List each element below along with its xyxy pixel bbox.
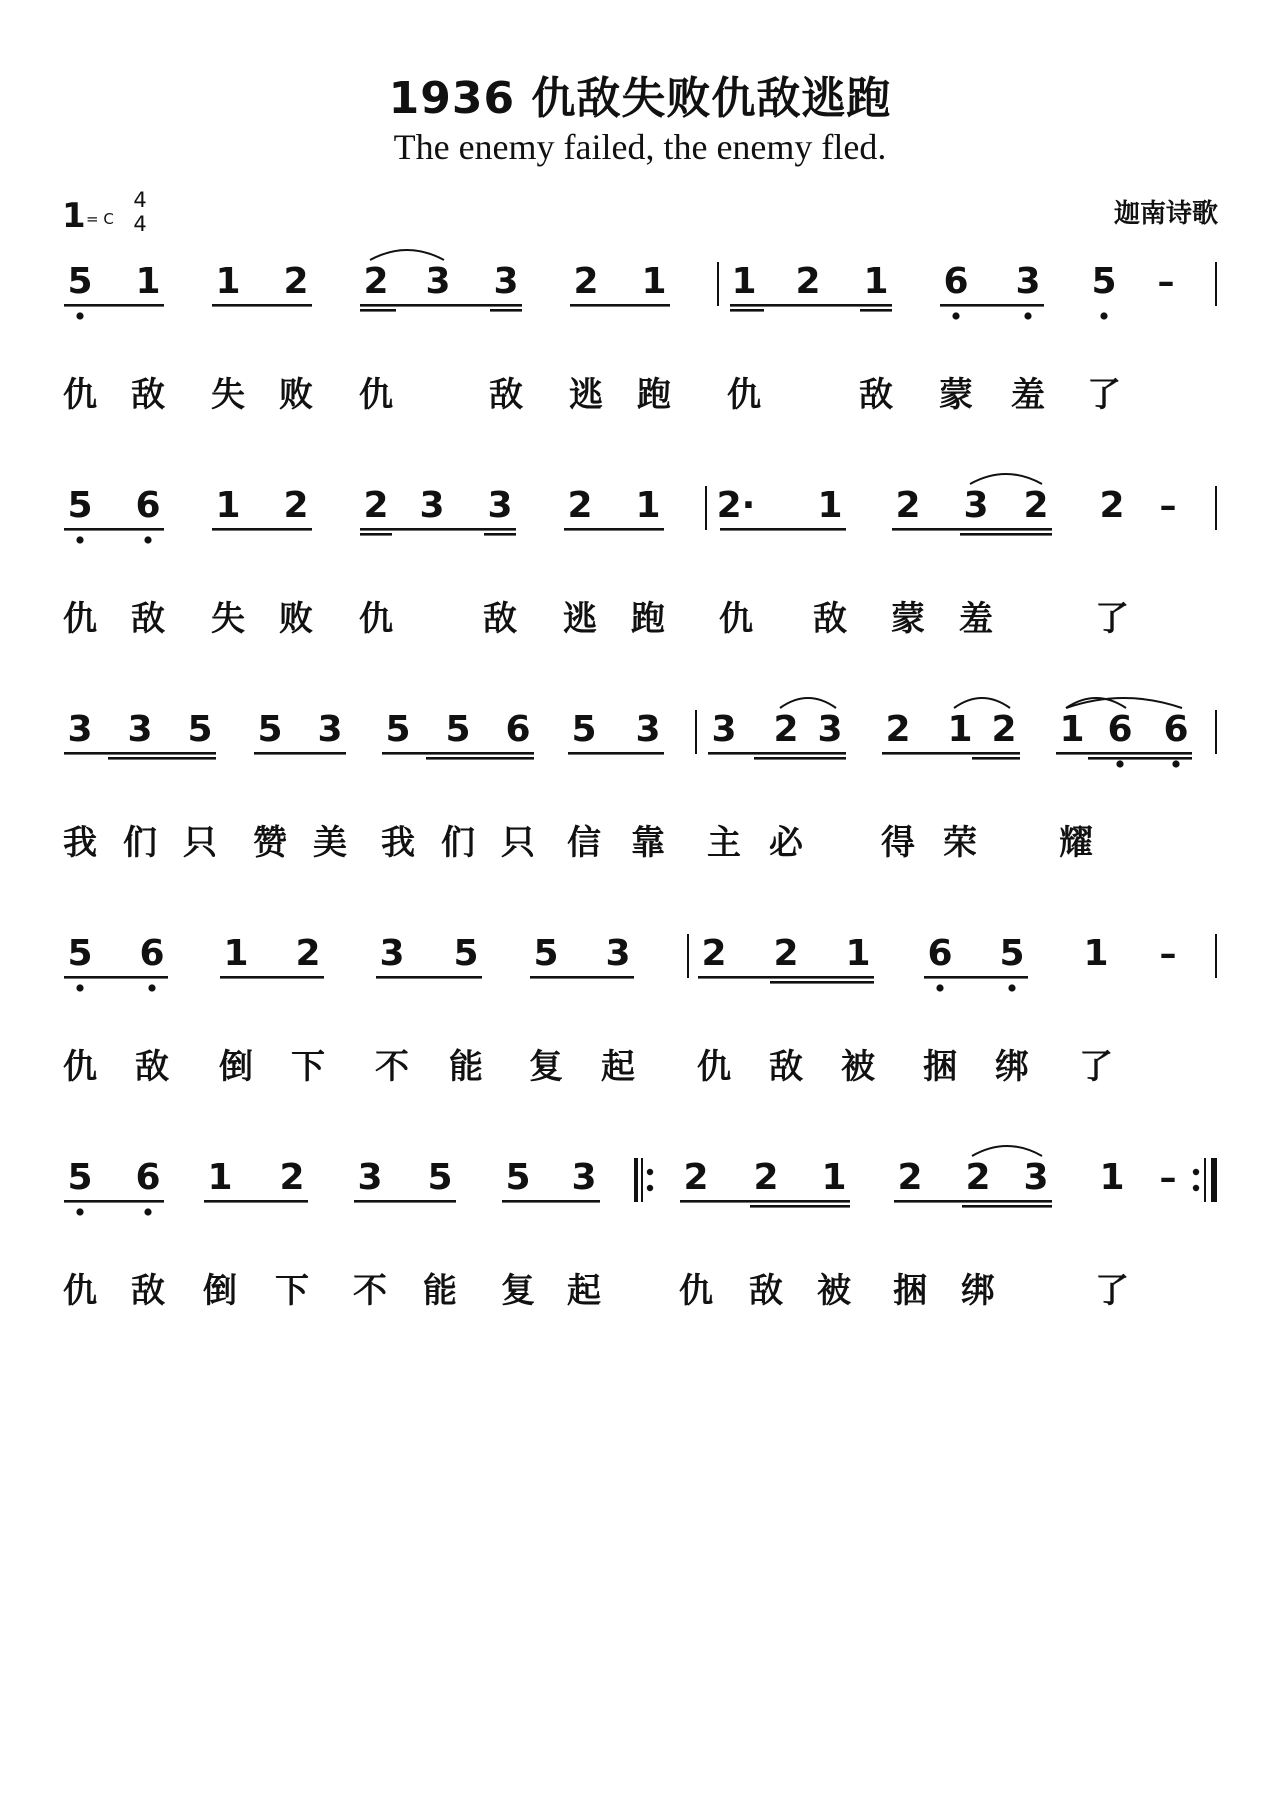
note: 2 bbox=[363, 261, 389, 302]
note: 6 bbox=[139, 933, 165, 974]
note: 1 bbox=[845, 933, 871, 974]
low-octave-dot bbox=[1100, 312, 1107, 319]
note: 3 bbox=[127, 709, 153, 750]
lyric-char: 敌 bbox=[131, 375, 165, 415]
sixteenth-underline bbox=[770, 981, 874, 984]
lyric-char: 了 bbox=[1095, 599, 1129, 639]
note: 2 bbox=[279, 1157, 305, 1198]
note: 5 bbox=[427, 1157, 453, 1198]
eighth-underline bbox=[680, 1200, 850, 1203]
note: 1 bbox=[817, 485, 843, 526]
note: 2 bbox=[683, 1157, 709, 1198]
note: 2 bbox=[753, 1157, 779, 1198]
eighth-underline bbox=[502, 1200, 600, 1203]
lyric-char: 捆 bbox=[893, 1271, 927, 1311]
note: 6 bbox=[1163, 709, 1189, 750]
lyric-char: 仇 bbox=[719, 599, 753, 639]
note: 5 bbox=[1091, 261, 1117, 302]
bar-line bbox=[1215, 710, 1217, 754]
bar-line bbox=[1215, 934, 1217, 978]
sixteenth-underline bbox=[360, 533, 392, 536]
eighth-underline bbox=[354, 1200, 456, 1203]
note: 5 bbox=[67, 485, 93, 526]
lyric-char: 耀 bbox=[1059, 823, 1093, 863]
eighth-underline bbox=[212, 304, 312, 307]
note: 1 bbox=[223, 933, 249, 974]
note: 2 bbox=[795, 261, 821, 302]
note: 1 bbox=[731, 261, 757, 302]
eighth-underline bbox=[882, 752, 1020, 755]
slur bbox=[954, 698, 1010, 708]
meter-top: 4 bbox=[133, 188, 147, 212]
lyric-char: 捆 bbox=[923, 1047, 957, 1087]
lyric-char: 倒 bbox=[203, 1271, 237, 1311]
repeat-dot bbox=[647, 1169, 653, 1175]
bar-line bbox=[1215, 486, 1217, 530]
sixteenth-underline bbox=[484, 533, 516, 536]
note: 2 bbox=[991, 709, 1017, 750]
lyric-char: 仇 bbox=[63, 1271, 97, 1311]
lyric-char: 被 bbox=[817, 1271, 851, 1311]
eighth-underline bbox=[892, 528, 1052, 531]
key-name: C bbox=[103, 210, 114, 228]
note: 1 bbox=[641, 261, 667, 302]
note: 1 bbox=[215, 485, 241, 526]
bar-line bbox=[1215, 262, 1217, 306]
note: 5 bbox=[453, 933, 479, 974]
low-octave-dot bbox=[1024, 312, 1031, 319]
lyric-char: 羞 bbox=[959, 599, 993, 639]
eighth-underline bbox=[254, 752, 346, 755]
note: 2· bbox=[716, 485, 756, 526]
lyric-char: 敌 bbox=[769, 1047, 803, 1087]
note: 2 bbox=[885, 709, 911, 750]
eighth-underline bbox=[64, 752, 216, 755]
lyric-char: 失 bbox=[211, 599, 245, 639]
lyric-char: 仇 bbox=[63, 375, 97, 415]
note: 3 bbox=[711, 709, 737, 750]
lyric-char: 敌 bbox=[813, 599, 847, 639]
sixteenth-underline bbox=[972, 757, 1020, 760]
bar-line bbox=[687, 934, 689, 978]
note: 2 bbox=[573, 261, 599, 302]
lyric-char: 羞 bbox=[1011, 375, 1045, 415]
note: 6 bbox=[505, 709, 531, 750]
note: 6 bbox=[1107, 709, 1133, 750]
lyric-char: 下 bbox=[275, 1271, 309, 1311]
note: 1 bbox=[947, 709, 973, 750]
bar-line bbox=[717, 262, 719, 306]
repeat-dot bbox=[1193, 1185, 1199, 1191]
lyric-char: 得 bbox=[881, 823, 915, 863]
bar-line bbox=[1215, 1158, 1217, 1202]
note: 3 bbox=[357, 1157, 383, 1198]
note: 1 bbox=[635, 485, 661, 526]
eighth-underline bbox=[708, 752, 846, 755]
note: 3 bbox=[1015, 261, 1041, 302]
low-octave-dot bbox=[76, 312, 83, 319]
note: 1 bbox=[863, 261, 889, 302]
sustain-dash: – bbox=[1159, 934, 1177, 974]
lyric-char: 逃 bbox=[569, 375, 603, 415]
eighth-underline bbox=[720, 528, 846, 531]
lyric-char: 敌 bbox=[483, 599, 517, 639]
lyric-char: 敌 bbox=[859, 375, 893, 415]
lyric-char: 跑 bbox=[637, 375, 671, 415]
lyric-char: 敌 bbox=[489, 375, 523, 415]
lyric-char: 绑 bbox=[961, 1271, 995, 1311]
sustain-dash: – bbox=[1159, 486, 1177, 526]
note: 2 bbox=[295, 933, 321, 974]
sixteenth-underline bbox=[730, 309, 764, 312]
eighth-underline bbox=[376, 976, 482, 979]
eighth-underline bbox=[568, 752, 664, 755]
eighth-underline bbox=[204, 1200, 308, 1203]
lyric-char: 了 bbox=[1095, 1271, 1129, 1311]
lyric-char: 仇 bbox=[697, 1047, 731, 1087]
lyric-char: 赞 bbox=[253, 823, 287, 863]
lyric-char: 只 bbox=[501, 823, 535, 863]
note: 2 bbox=[895, 485, 921, 526]
note: 2 bbox=[897, 1157, 923, 1198]
lyric-char: 败 bbox=[279, 599, 313, 639]
sustain-dash: – bbox=[1159, 1158, 1177, 1198]
lyric-char: 能 bbox=[449, 1047, 483, 1087]
note: 2 bbox=[363, 485, 389, 526]
repeat-start-thick-bar bbox=[634, 1158, 638, 1202]
repeat-dot bbox=[1193, 1169, 1199, 1175]
lyric-char: 能 bbox=[423, 1271, 457, 1311]
bar-line bbox=[705, 486, 707, 530]
lyric-char: 下 bbox=[291, 1047, 325, 1087]
eighth-underline bbox=[220, 976, 324, 979]
eighth-underline bbox=[894, 1200, 1052, 1203]
sixteenth-underline bbox=[962, 1205, 1052, 1208]
lyric-char: 主 bbox=[707, 823, 741, 863]
note: 5 bbox=[257, 709, 283, 750]
song-subtitle: The enemy failed, the enemy fled. bbox=[393, 127, 887, 167]
note: 3 bbox=[635, 709, 661, 750]
note: 2 bbox=[773, 709, 799, 750]
note: 1 bbox=[215, 261, 241, 302]
eighth-underline bbox=[382, 752, 534, 755]
note: 3 bbox=[817, 709, 843, 750]
lyric-char: 蒙 bbox=[891, 599, 925, 639]
note: 1 bbox=[1099, 1157, 1125, 1198]
eighth-underline bbox=[564, 528, 664, 531]
note: 5 bbox=[67, 1157, 93, 1198]
sustain-dash: – bbox=[1157, 262, 1175, 302]
eighth-underline bbox=[730, 304, 892, 307]
song-author: 迦南诗歌 bbox=[1113, 199, 1218, 229]
key-tonic: 1 bbox=[62, 196, 86, 236]
sixteenth-underline bbox=[490, 309, 522, 312]
lyric-char: 逃 bbox=[563, 599, 597, 639]
lyric-char: 复 bbox=[501, 1271, 535, 1311]
lyric-char: 美 bbox=[313, 823, 347, 863]
note: 5 bbox=[533, 933, 559, 974]
note: 5 bbox=[67, 261, 93, 302]
low-octave-dot bbox=[952, 312, 959, 319]
low-octave-dot bbox=[144, 536, 151, 543]
note: 5 bbox=[999, 933, 1025, 974]
note: 3 bbox=[487, 485, 513, 526]
low-octave-dot bbox=[76, 536, 83, 543]
lyric-char: 们 bbox=[123, 823, 157, 863]
note: 3 bbox=[963, 485, 989, 526]
note: 2 bbox=[965, 1157, 991, 1198]
eighth-underline bbox=[570, 304, 670, 307]
eighth-underline bbox=[212, 528, 312, 531]
note: 3 bbox=[317, 709, 343, 750]
note: 1 bbox=[1059, 709, 1085, 750]
sixteenth-underline bbox=[108, 757, 216, 760]
slur bbox=[970, 474, 1042, 484]
lyric-char: 信 bbox=[567, 823, 601, 863]
lyric-char: 必 bbox=[769, 823, 803, 863]
lyric-char: 我 bbox=[381, 823, 415, 863]
note: 2 bbox=[567, 485, 593, 526]
lyric-char: 倒 bbox=[219, 1047, 253, 1087]
song-title: 1936 仇敌失败仇敌逃跑 bbox=[388, 73, 892, 124]
note: 1 bbox=[207, 1157, 233, 1198]
eighth-underline bbox=[360, 304, 522, 307]
slur bbox=[370, 250, 444, 260]
note: 3 bbox=[493, 261, 519, 302]
eighth-underline bbox=[64, 1200, 164, 1203]
lyric-char: 跑 bbox=[631, 599, 665, 639]
repeat-start-thin-bar bbox=[641, 1158, 643, 1202]
note: 6 bbox=[135, 485, 161, 526]
note: 2 bbox=[1099, 485, 1125, 526]
lyric-char: 了 bbox=[1079, 1047, 1113, 1087]
note: 5 bbox=[571, 709, 597, 750]
note: 2 bbox=[1023, 485, 1049, 526]
lyric-char: 仇 bbox=[727, 375, 761, 415]
lyric-char: 仇 bbox=[63, 1047, 97, 1087]
sixteenth-underline bbox=[360, 309, 396, 312]
sixteenth-underline bbox=[960, 533, 1052, 536]
repeat-end-thin-bar bbox=[1204, 1158, 1206, 1202]
note: 3 bbox=[379, 933, 405, 974]
note: 1 bbox=[1083, 933, 1109, 974]
note: 1 bbox=[135, 261, 161, 302]
lyric-char: 荣 bbox=[943, 823, 977, 863]
note: 3 bbox=[571, 1157, 597, 1198]
key-equals: = C bbox=[86, 210, 114, 228]
meter-bottom: 4 bbox=[133, 212, 147, 236]
note: 2 bbox=[283, 485, 309, 526]
lyric-char: 蒙 bbox=[939, 375, 973, 415]
note: 2 bbox=[701, 933, 727, 974]
sixteenth-underline bbox=[426, 757, 534, 760]
note: 5 bbox=[505, 1157, 531, 1198]
repeat-end-thick-bar bbox=[1211, 1158, 1215, 1202]
note: 3 bbox=[1023, 1157, 1049, 1198]
lyric-char: 只 bbox=[183, 823, 217, 863]
sixteenth-underline bbox=[754, 757, 846, 760]
eighth-underline bbox=[1056, 752, 1192, 755]
low-octave-dot bbox=[1008, 984, 1015, 991]
note: 5 bbox=[187, 709, 213, 750]
note: 2 bbox=[773, 933, 799, 974]
lyric-char: 敌 bbox=[131, 599, 165, 639]
note: 2 bbox=[283, 261, 309, 302]
sixteenth-underline bbox=[860, 309, 892, 312]
eighth-underline bbox=[940, 304, 1044, 307]
note: 3 bbox=[419, 485, 445, 526]
lyric-char: 们 bbox=[441, 823, 475, 863]
repeat-dot bbox=[647, 1185, 653, 1191]
note: 3 bbox=[67, 709, 93, 750]
slur bbox=[780, 698, 836, 708]
lyric-char: 败 bbox=[279, 375, 313, 415]
sixteenth-underline bbox=[1088, 757, 1192, 760]
lyric-char: 不 bbox=[375, 1047, 409, 1087]
eighth-underline bbox=[64, 528, 164, 531]
eighth-underline bbox=[64, 976, 168, 979]
note: 5 bbox=[67, 933, 93, 974]
note: 6 bbox=[943, 261, 969, 302]
lyric-char: 敌 bbox=[131, 1271, 165, 1311]
lyric-char: 仇 bbox=[359, 599, 393, 639]
lyric-char: 我 bbox=[63, 823, 97, 863]
note: 5 bbox=[385, 709, 411, 750]
lyric-char: 绑 bbox=[995, 1047, 1029, 1087]
eighth-underline bbox=[698, 976, 874, 979]
eighth-underline bbox=[64, 304, 164, 307]
lyric-char: 不 bbox=[353, 1271, 387, 1311]
lyric-char: 了 bbox=[1087, 375, 1121, 415]
lyric-char: 靠 bbox=[631, 823, 665, 863]
low-octave-dot bbox=[144, 1208, 151, 1215]
lyric-char: 复 bbox=[529, 1047, 563, 1087]
lyric-char: 被 bbox=[841, 1047, 875, 1087]
note: 6 bbox=[927, 933, 953, 974]
lyric-char: 敌 bbox=[135, 1047, 169, 1087]
note: 3 bbox=[605, 933, 631, 974]
lyric-char: 仇 bbox=[679, 1271, 713, 1311]
low-octave-dot bbox=[1116, 760, 1123, 767]
note: 3 bbox=[425, 261, 451, 302]
lyric-char: 起 bbox=[567, 1271, 601, 1311]
slur bbox=[972, 1146, 1042, 1156]
note: 5 bbox=[445, 709, 471, 750]
lyric-char: 仇 bbox=[63, 599, 97, 639]
eighth-underline bbox=[530, 976, 634, 979]
low-octave-dot bbox=[1172, 760, 1179, 767]
sixteenth-underline bbox=[750, 1205, 850, 1208]
note: 1 bbox=[821, 1157, 847, 1198]
lyric-char: 仇 bbox=[359, 375, 393, 415]
low-octave-dot bbox=[936, 984, 943, 991]
lyric-char: 敌 bbox=[749, 1271, 783, 1311]
low-octave-dot bbox=[76, 984, 83, 991]
bar-line bbox=[695, 710, 697, 754]
lyric-char: 失 bbox=[211, 375, 245, 415]
lyric-char: 起 bbox=[601, 1047, 635, 1087]
eighth-underline bbox=[360, 528, 516, 531]
eighth-underline bbox=[924, 976, 1028, 979]
low-octave-dot bbox=[76, 1208, 83, 1215]
low-octave-dot bbox=[148, 984, 155, 991]
note: 6 bbox=[135, 1157, 161, 1198]
